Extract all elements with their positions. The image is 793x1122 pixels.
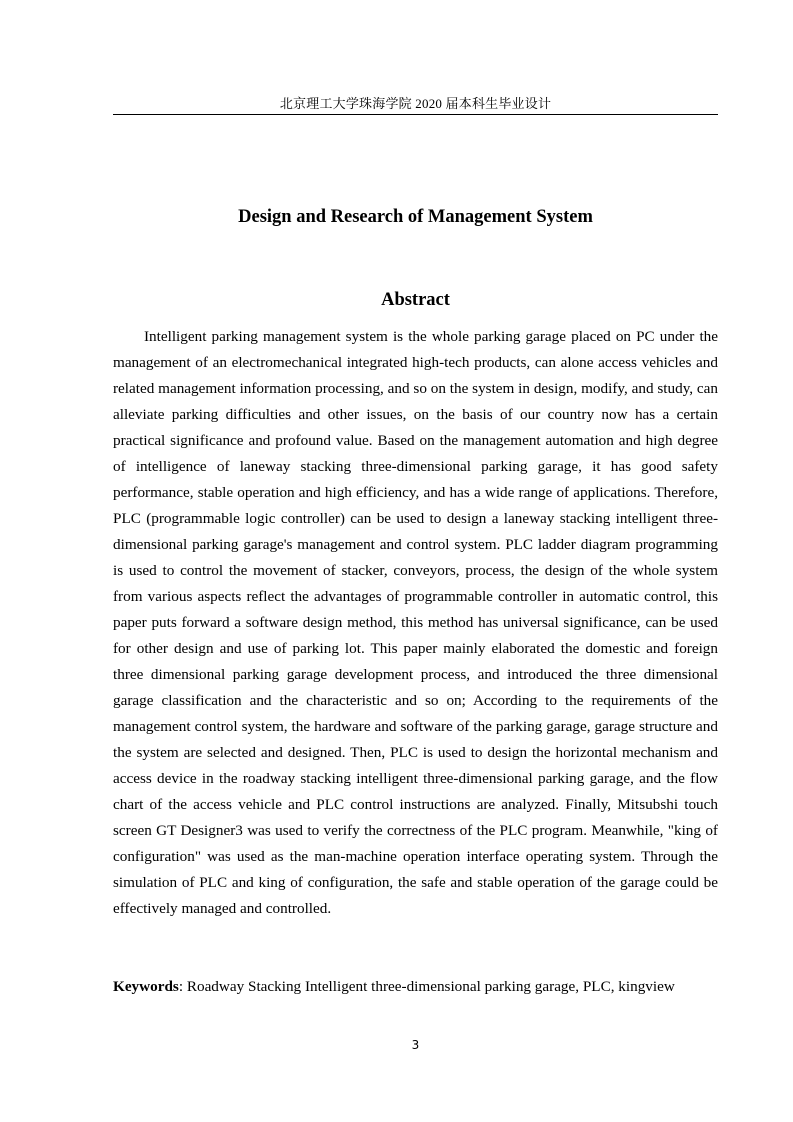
keywords-line <box>113 974 718 1000</box>
keywords-label: Keywords <box>113 978 179 995</box>
keywords-separator: : <box>178 978 187 995</box>
header-divider <box>113 114 718 115</box>
running-header: 北京理工大学珠海学院 2020 届本科生毕业设计 <box>279 96 552 111</box>
page-number: 3 <box>411 1038 420 1052</box>
abstract-body: Intelligent parking management system is the whole parking garage placed on PC under the management of an electromechanical integrated high-tech products, can alone access vehicles and related management information processing, and so on the system in design, modify, and study, can alleviate parking difficulties and other issues, on the basis of our country now has a certain practical significance and profound value. Based on the management automation and high degree of intelligence of laneway stacking three-dimensional parking garage, it has good safety performance, stable operation and high efficiency, and has a wide range of applications. Therefore, PLC (programmable logic controller) can be used to design a laneway stacking intelligent three-dimensional parking garage's management and control system. PLC ladder diagram programming is used to control the movement of stacker, conveyors, process, the design of the whole system from various aspects reflect the advantages of programmable controller in automatic control, this paper puts forward a software design method, this method has universal significance, can be used for other design and use of parking lot. This paper mainly elaborated the domestic and foreign three dimensional parking garage development process, and introduced the three dimensional garage classification and the characteristic and so on; According to the requirements of the management control system, the hardware and software of the parking garage, garage structure and the system are selected and designed. Then, PLC is used to design the horizontal mechanism and access device in the roadway stacking intelligent three-dimensional parking garage, and the flow chart of the access vehicle and PLC control instructions are analyzed. Finally, Mitsubshi touch screen GT Designer3 was used to verify the correctness of the PLC program. Meanwhile, "king of configuration" was used as the man-machine operation interface operating system. Through the simulation of PLC and king of configuration, the safe and stable operation of the garage could be effectively managed and controlled. <box>113 328 718 917</box>
abstract-heading: Abstract <box>381 290 450 310</box>
keywords-text: Roadway Stacking Intelligent three-dimensional parking garage, PLC, kingview <box>186 978 675 995</box>
paper-title: Design and Research of Management System <box>238 207 593 227</box>
